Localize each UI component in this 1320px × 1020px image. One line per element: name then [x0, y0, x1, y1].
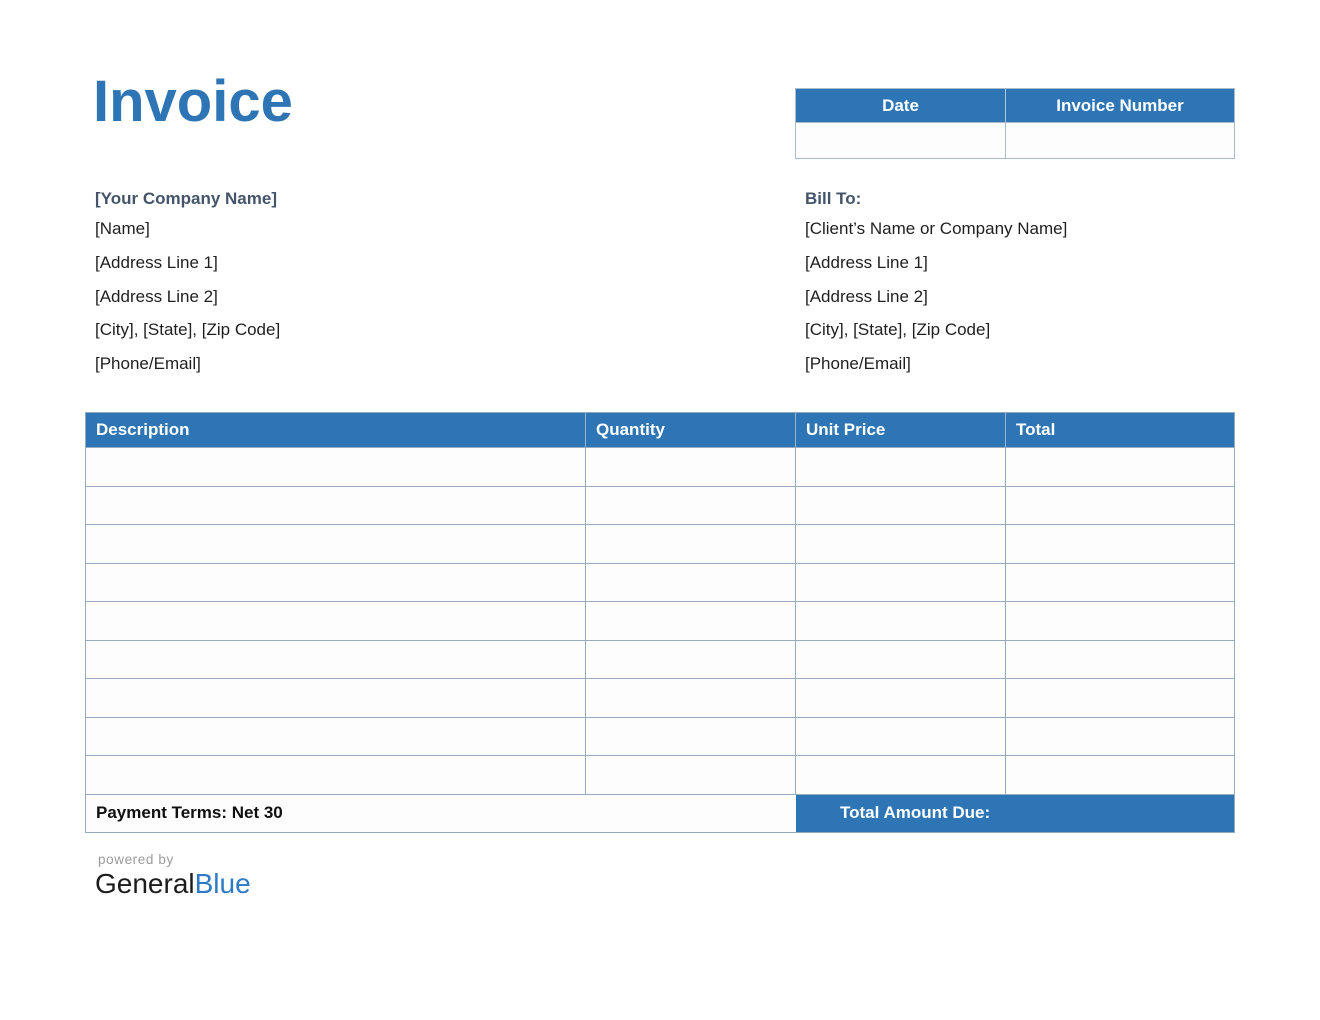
item-quantity-cell[interactable]: [586, 563, 796, 602]
company-address-line-2: [Address Line 2]: [95, 286, 218, 306]
quantity-column-header: Quantity: [586, 413, 796, 447]
item-unit-price-cell[interactable]: [796, 601, 1006, 640]
client-address-line-2: [Address Line 2]: [805, 286, 928, 306]
item-quantity-cell[interactable]: [586, 678, 796, 717]
item-total-cell[interactable]: [1006, 524, 1234, 563]
client-address-line-1: [Address Line 1]: [805, 252, 928, 272]
item-description-cell[interactable]: [86, 640, 586, 679]
item-unit-price-cell[interactable]: [796, 447, 1006, 486]
date-table-header-row: [796, 89, 1234, 122]
item-description-cell[interactable]: [86, 447, 586, 486]
table-row: [86, 486, 1234, 525]
total-column-header: Total: [1006, 413, 1234, 447]
table-row: [86, 640, 1234, 679]
description-column-header: Description: [86, 413, 586, 447]
item-quantity-cell[interactable]: [586, 447, 796, 486]
table-row: [86, 678, 1234, 717]
powered-by-text: powered by: [98, 852, 174, 867]
client-city-state-zip: [City], [State], [Zip Code]: [805, 320, 991, 340]
bill-to-label: Bill To:: [805, 189, 862, 208]
item-unit-price-cell[interactable]: [796, 717, 1006, 756]
items-footer-row: [86, 794, 1234, 832]
table-row: [86, 447, 1234, 486]
company-name-placeholder: [Your Company Name]: [95, 189, 277, 208]
date-column-header: Date: [796, 89, 1006, 122]
item-total-cell[interactable]: [1006, 447, 1234, 486]
invoice-number-column-header: Invoice Number: [1006, 89, 1234, 122]
table-row: [86, 755, 1234, 794]
table-row: [86, 524, 1234, 563]
unit-price-column-header: Unit Price: [796, 413, 1006, 447]
page-title: Invoice: [93, 69, 293, 134]
total-amount-due-label: Total Amount Due:: [840, 803, 991, 822]
item-description-cell[interactable]: [86, 717, 586, 756]
company-city-state-zip: [City], [State], [Zip Code]: [95, 320, 281, 340]
item-description-cell[interactable]: [86, 486, 586, 525]
company-address-line-1: [Address Line 1]: [95, 252, 218, 272]
item-unit-price-cell[interactable]: [796, 640, 1006, 679]
item-description-cell[interactable]: [86, 524, 586, 563]
table-row: [86, 563, 1234, 602]
item-unit-price-cell[interactable]: [796, 678, 1006, 717]
date-invoice-number-table: [795, 88, 1235, 159]
total-amount-due-cell: [796, 795, 1234, 832]
company-info-block: [95, 188, 280, 381]
general-blue-logo: [95, 852, 251, 900]
item-quantity-cell[interactable]: [586, 524, 796, 563]
brand-blue-text: Blue: [194, 868, 251, 899]
table-row: [86, 601, 1234, 640]
company-phone-email: [Phone/Email]: [95, 354, 201, 374]
client-phone-email: [Phone/Email]: [805, 354, 911, 374]
items-header-row: [86, 413, 1234, 447]
item-total-cell[interactable]: [1006, 601, 1234, 640]
item-quantity-cell[interactable]: [586, 640, 796, 679]
item-description-cell[interactable]: [86, 601, 586, 640]
company-contact-name: [Name]: [95, 219, 150, 238]
item-unit-price-cell[interactable]: [796, 755, 1006, 794]
payment-terms-cell: [86, 795, 796, 832]
item-total-cell[interactable]: [1006, 563, 1234, 602]
item-description-cell[interactable]: [86, 678, 586, 717]
item-total-cell[interactable]: [1006, 486, 1234, 525]
item-description-cell[interactable]: [86, 563, 586, 602]
payment-terms-text: Payment Terms: Net 30: [96, 803, 283, 822]
item-description-cell[interactable]: [86, 755, 586, 794]
date-table-value-row: [796, 122, 1234, 158]
brand-wordmark: [95, 868, 251, 900]
item-total-cell[interactable]: [1006, 678, 1234, 717]
line-items-table: [85, 412, 1235, 833]
invoice-number-value-cell[interactable]: [1006, 122, 1234, 158]
client-name-placeholder: [Client’s Name or Company Name]: [805, 219, 1068, 238]
item-unit-price-cell[interactable]: [796, 563, 1006, 602]
item-unit-price-cell[interactable]: [796, 524, 1006, 563]
date-value-cell[interactable]: [796, 122, 1006, 158]
item-unit-price-cell[interactable]: [796, 486, 1006, 525]
item-total-cell[interactable]: [1006, 717, 1234, 756]
item-total-cell[interactable]: [1006, 640, 1234, 679]
item-quantity-cell[interactable]: [586, 486, 796, 525]
brand-general-text: General: [95, 868, 195, 899]
item-quantity-cell[interactable]: [586, 601, 796, 640]
table-row: [86, 717, 1234, 756]
bill-to-block: [805, 188, 1067, 381]
item-quantity-cell[interactable]: [586, 755, 796, 794]
item-total-cell[interactable]: [1006, 755, 1234, 794]
item-quantity-cell[interactable]: [586, 717, 796, 756]
